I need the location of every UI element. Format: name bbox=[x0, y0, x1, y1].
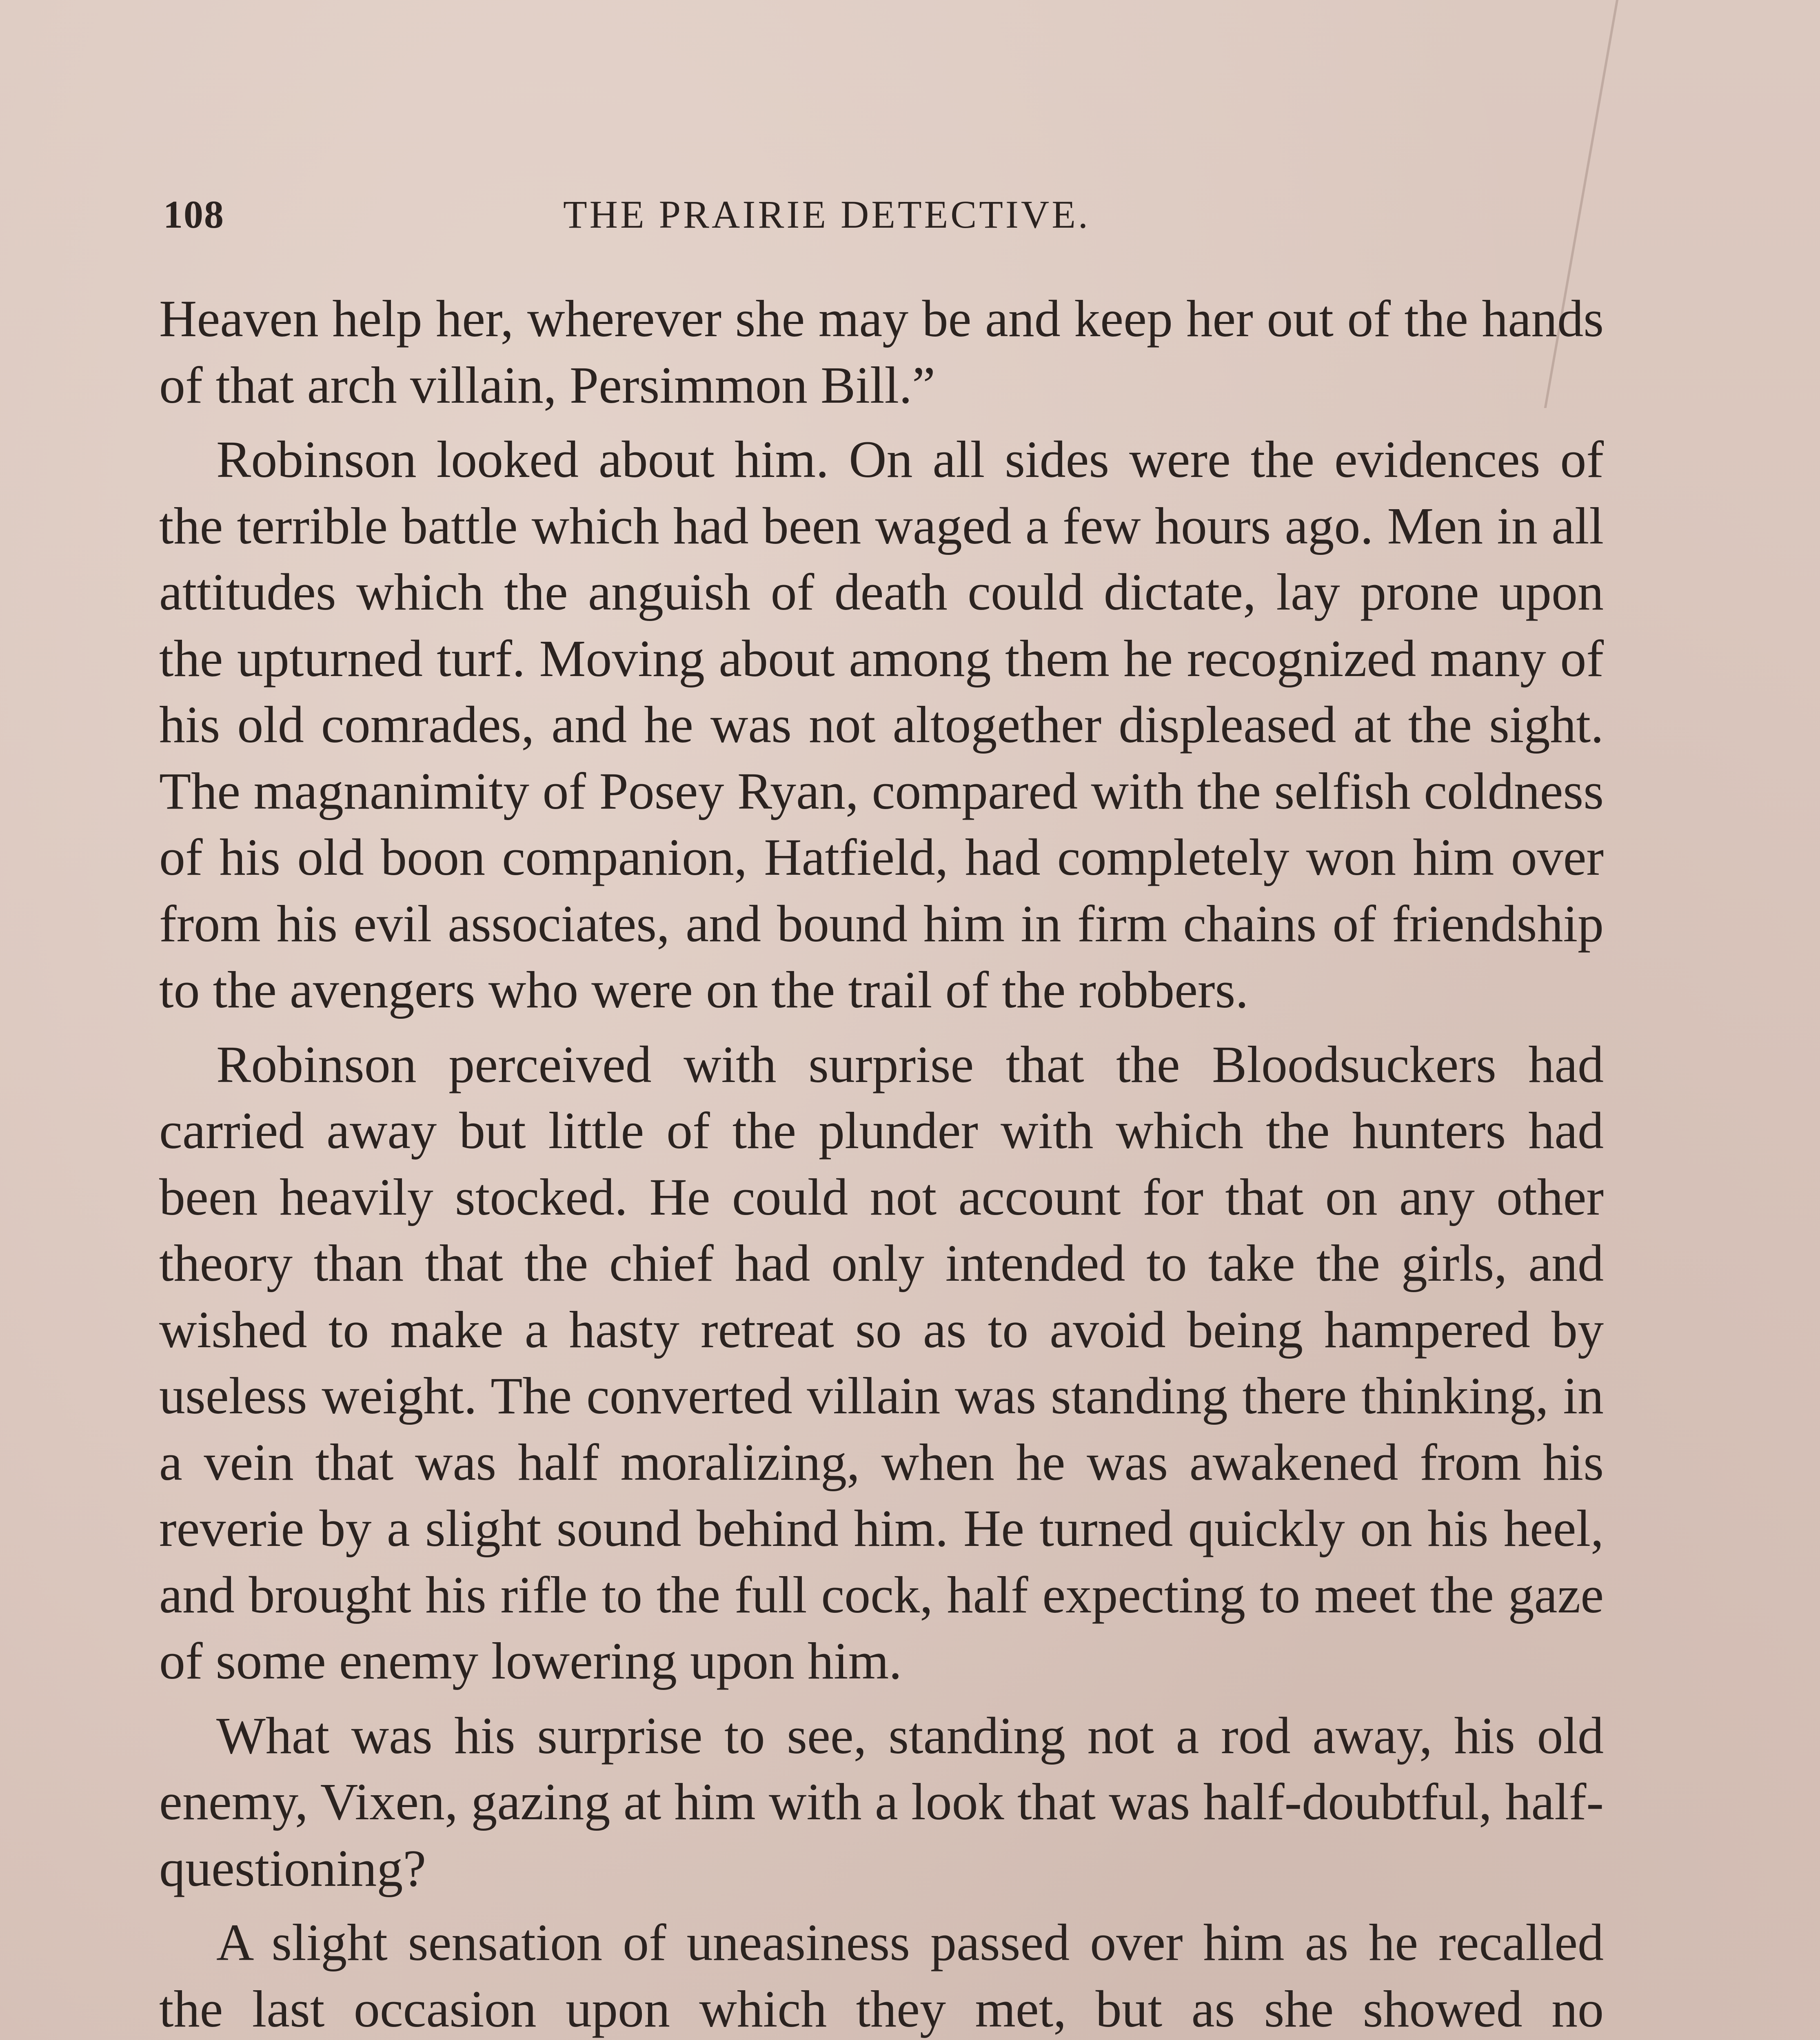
running-head bbox=[163, 192, 1616, 249]
page-number: 108 bbox=[163, 193, 224, 236]
paragraph-5: A slight sensation of uneasiness passed over him as he recalled the last occasion upon which they met, but as she showed no bbox=[159, 1914, 1604, 2038]
running-title: THE PRAIRIE DETECTIVE. bbox=[563, 193, 1090, 236]
body-text bbox=[159, 286, 1604, 2040]
paragraph-4: What was his surprise to see, standing not a rod away, his old enemy, Vixen, gazing at him with a look that was half-doubtful, half-questioning? bbox=[159, 1706, 1604, 1897]
paragraph-3: Robinson perceived with surprise that the Bloodsuckers had carried away but little of the plunder with which the hunters had been heavily stocked. He could not account for that on any other theory than that the chief had only intended to take the girls, and wished to make a hasty retreat so as to avoid being hampered by useless weight. The converted villain was standing there thinking, in a vein that was half moralizing, when he was awakened from his reverie by a slight sound behind him. He turned quickly on his heel, and brought his rifle to the full cock, half expecting to meet the gaze of some enemy lowering upon him. bbox=[159, 1035, 1604, 1690]
paragraph-1: Heaven help her, wherever she may be and keep her out of the hands of that arch villain, Persimmon Bill.” bbox=[159, 290, 1604, 414]
paragraph-2: Robinson looked about him. On all sides were the evidences of the terrible battle which had been waged a few hours ago. Men in all attitudes which the anguish of death could dictate, lay prone upon the upturned turf. Moving about among them he recognized many of his old comrades, and he was not altogether displeased at the sight. The magnanimity of Posey Ryan, compared with the selfish coldness of his old boon companion, Hatfield, had completely won him over from his evil associates, and bound him in firm chains of friendship to the avengers who were on the trail of the robbers. bbox=[159, 430, 1604, 1019]
